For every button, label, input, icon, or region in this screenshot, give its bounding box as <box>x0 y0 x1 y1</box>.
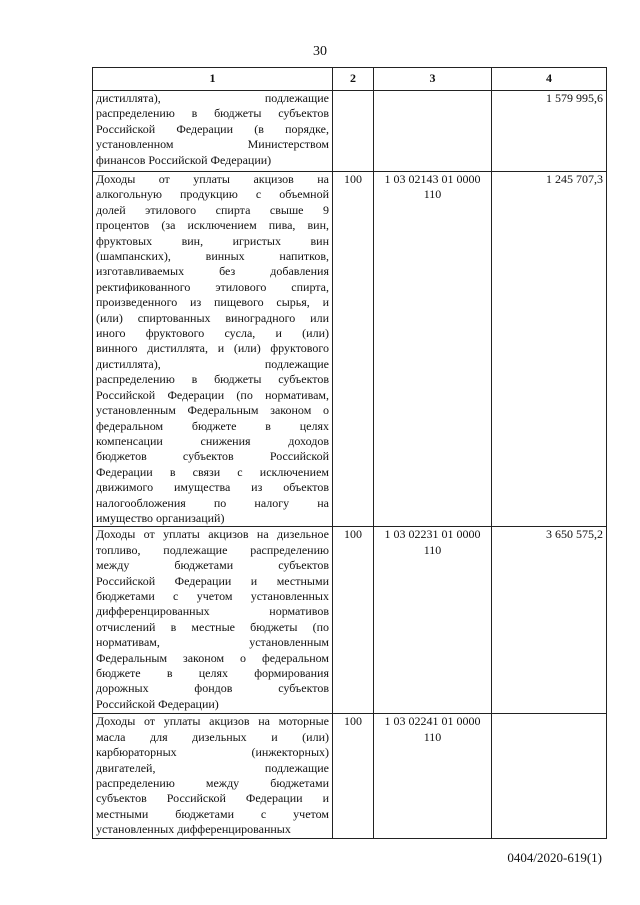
description-line: компенсации снижения доходов <box>96 433 329 448</box>
description-line: федеральном бюджете в целях <box>96 418 329 433</box>
table-row <box>93 714 607 838</box>
description-line: дорожных фондов субъектов <box>96 681 329 696</box>
description-line: дифференцированных нормативов <box>96 604 329 619</box>
description-line: топливо, подлежащие распределению <box>96 542 329 557</box>
description-line: долей этилового спирта свыше 9 <box>96 202 329 217</box>
page-number: 30 <box>313 44 327 59</box>
description-line: Федерации в связи с исключением <box>96 464 329 479</box>
document-code: 0404/2020-619(1) <box>507 850 602 865</box>
description-line: местными бюджетами с учетом <box>96 806 329 821</box>
description-line: произведенного из пищевого сырья, и <box>96 295 329 310</box>
description-line: установленном Министерством <box>96 137 329 152</box>
description-line: установленных дифференцированных <box>96 822 291 837</box>
kbk-code: 1 03 02241 01 0000 110 <box>374 714 492 838</box>
description-line: субъектов Российской Федерации и <box>96 791 329 806</box>
description-line: имущество организаций) <box>96 510 225 525</box>
description-line: изготавливаемых без добавления <box>96 264 329 279</box>
description-line: бюджетов субъектов Российской <box>96 449 329 464</box>
amount: 3 650 575,2 <box>492 527 607 714</box>
description-line: иного фруктового сусла, и (или) <box>96 326 329 341</box>
description-line: алкогольную продукцию с объемной <box>96 187 329 202</box>
description-line: отчислений в местные бюджеты (по <box>96 619 329 634</box>
description-line: распределению между бюджетами <box>96 775 329 790</box>
description-line: дистиллята), подлежащие <box>96 91 329 105</box>
revenue-description <box>93 91 333 172</box>
column-header-1: 1 <box>93 68 333 91</box>
kbk-code: 1 03 02231 01 0000 110 <box>374 527 492 714</box>
revenue-table <box>92 67 607 839</box>
amount <box>492 714 607 838</box>
description-line: бюджетами с учетом установленных <box>96 588 329 603</box>
description-line: (шампанских), винных напитков, <box>96 249 329 264</box>
table-header-row <box>93 68 607 91</box>
description-line: (или) спиртованных виноградного или <box>96 310 329 325</box>
description-line: Доходы от уплаты акцизов на <box>96 172 329 186</box>
description-line: винного дистиллята, и (или) фруктового <box>96 341 329 356</box>
column-header-2: 2 <box>333 68 374 91</box>
description-line: между бюджетами субъектов <box>96 558 329 573</box>
description-line: Российской Федерации (по нормативам, <box>96 387 329 402</box>
description-line: Федеральным законом о федеральном <box>96 650 329 665</box>
table-row <box>93 527 607 714</box>
description-line: дистиллята), подлежащие <box>96 356 329 371</box>
description-line: Российской Федерации) <box>96 696 219 711</box>
kbk-code: 1 03 02143 01 0000 110 <box>374 172 492 527</box>
description-line: движимого имущества из объектов <box>96 480 329 495</box>
description-line: налогообложения по налогу на <box>96 495 329 510</box>
description-line: бюджете в целях формирования <box>96 666 329 680</box>
admin-code: 100 <box>333 714 374 838</box>
admin-code <box>333 91 374 172</box>
amount: 1 245 707,3 <box>492 172 607 527</box>
table-row <box>93 172 607 527</box>
revenue-description <box>93 172 333 527</box>
description-line: распределению в бюджеты субъектов <box>96 372 329 387</box>
revenue-description <box>93 527 333 714</box>
revenue-description <box>93 714 333 838</box>
description-line: ректификованного этилового спирта, <box>96 279 329 294</box>
column-header-3: 3 <box>374 68 492 91</box>
description-line: нормативам, установленным <box>96 635 329 650</box>
description-line: процентов (за исключением пива, вин, <box>96 218 329 233</box>
description-line: Доходы от уплаты акцизов на моторные <box>96 714 329 729</box>
description-line: установленным Федеральным законом о <box>96 403 329 418</box>
admin-code: 100 <box>333 172 374 527</box>
description-line: карбюраторных (инжекторных) <box>96 745 329 760</box>
description-line: двигателей, подлежащие <box>96 760 329 775</box>
amount: 1 579 995,6 <box>492 91 607 172</box>
description-line: Доходы от уплаты акцизов на дизельное <box>96 527 329 542</box>
admin-code: 100 <box>333 527 374 714</box>
table-row <box>93 91 607 172</box>
description-line: финансов Российской Федерации) <box>96 152 272 167</box>
description-line: масла для дизельных и (или) <box>96 729 329 744</box>
kbk-code <box>374 91 492 172</box>
description-line: Российской Федерации и местными <box>96 573 329 588</box>
description-line: Российской Федерации (в порядке, <box>96 121 329 136</box>
column-header-4: 4 <box>492 68 607 91</box>
description-line: фруктовых вин, игристых вин <box>96 233 329 248</box>
description-line: распределению в бюджеты субъектов <box>96 106 329 121</box>
